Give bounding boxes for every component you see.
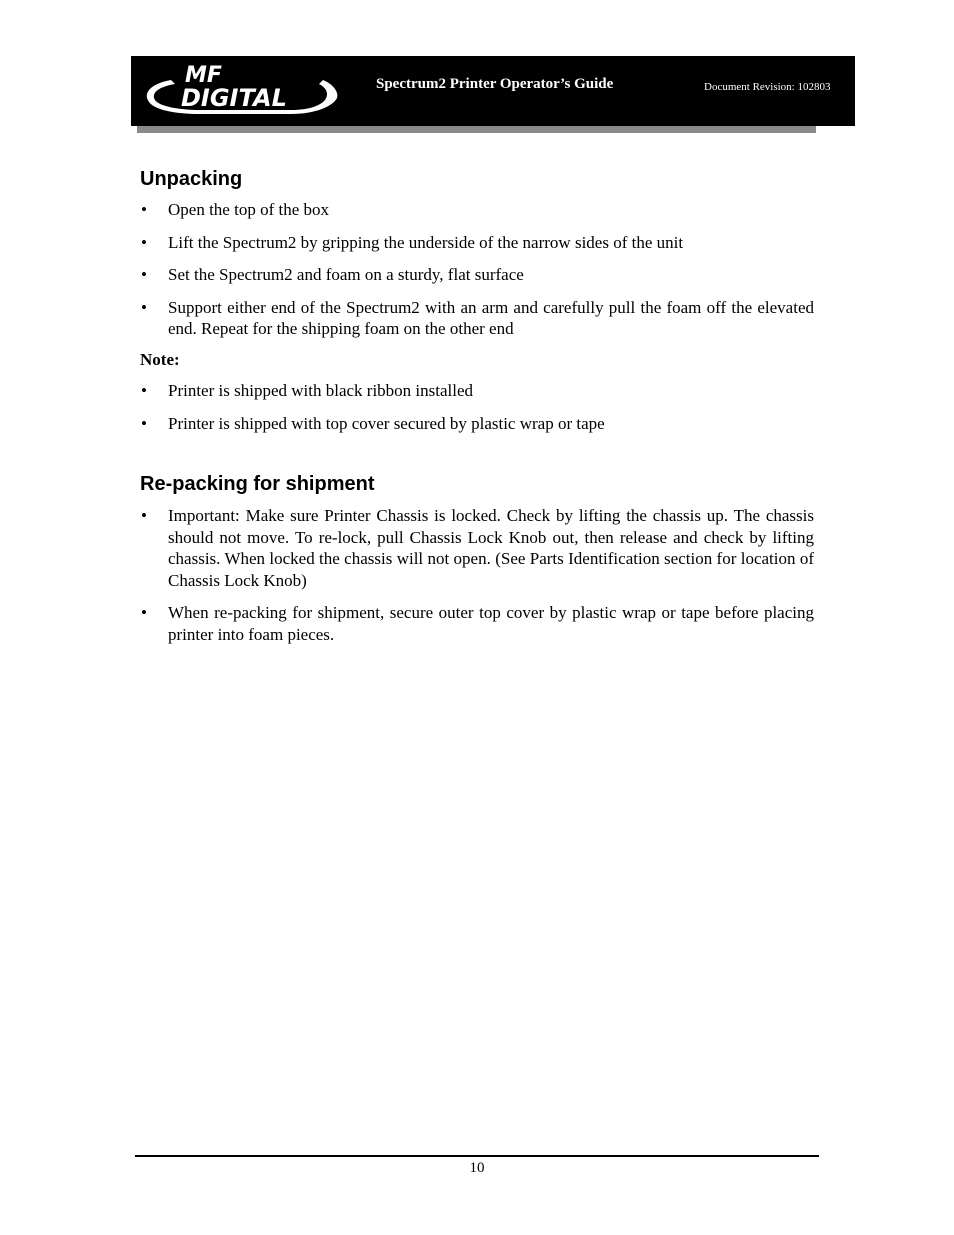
note-list (140, 380, 814, 434)
list-item (140, 232, 814, 254)
logo-text-bottom: DIGITAL (181, 84, 287, 112)
list-item-text: Important: Make sure Printer Chassis is locked. Check by lifting the chassis up. The chassis should not move. To re-lock, pull Chassis Lock Knob out, then release and check by lifting chassis. When locked the chassis will not open. (See Parts Identification section for location of Chassis Lock Knob) (168, 506, 814, 590)
bullet-icon: • (141, 297, 147, 317)
list-item-text: Set the Spectrum2 and foam on a sturdy, flat surface (168, 265, 524, 284)
list-item-text: When re-packing for shipment, secure outer top cover by plastic wrap or tape before placing printer into foam pieces. (168, 603, 814, 644)
logo-text-top: MF (185, 63, 222, 88)
unpacking-list (140, 199, 814, 340)
bullet-icon: • (141, 200, 147, 219)
list-item (140, 297, 814, 340)
list-item (140, 602, 814, 645)
page-number: 10 (469, 1160, 485, 1176)
document-header (131, 56, 855, 126)
list-item (140, 264, 814, 286)
note-label: Note: (140, 349, 180, 369)
list-item (140, 380, 814, 402)
bullet-icon: • (141, 232, 147, 252)
list-item-text: Lift the Spectrum2 by gripping the underside of the narrow sides of the unit (168, 232, 684, 252)
list-item-text: Support either end of the Spectrum2 with an arm and carefully pull the foam off the elevated end. Repeat for the shipping foam on the other end (168, 297, 814, 338)
footer-rule (135, 1155, 819, 1157)
bullet-icon: • (141, 413, 147, 433)
bullet-icon: • (141, 265, 147, 284)
repacking-list (140, 505, 814, 645)
list-item (140, 505, 814, 591)
list-item-text: Printer is shipped with black ribbon installed (168, 381, 474, 400)
page-content (140, 166, 814, 645)
list-item (140, 413, 814, 435)
list-item (140, 199, 814, 221)
document-title: Spectrum2 Printer Operator’s Guide (376, 76, 614, 92)
mf-digital-logo (141, 60, 341, 122)
list-item-text: Open the top of the box (168, 200, 329, 219)
heading-repacking: Re-packing for shipment (140, 473, 375, 495)
document-revision: Document Revision: 102803 (704, 81, 831, 93)
list-item-text: Printer is shipped with top cover secured by plastic wrap or tape (168, 413, 605, 433)
heading-unpacking: Unpacking (140, 168, 243, 190)
bullet-icon: • (141, 603, 147, 622)
bullet-icon: • (141, 506, 147, 525)
bullet-icon: • (141, 381, 147, 400)
